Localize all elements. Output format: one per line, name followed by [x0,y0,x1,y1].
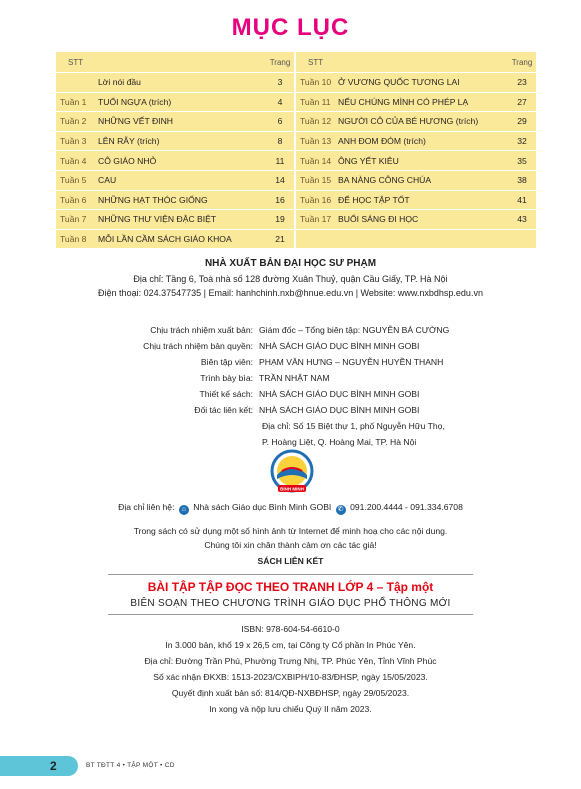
phone-icon: ✆ [336,505,346,515]
toc-lesson-name: NẾU CHÚNG MÌNH CÓ PHÉP LẠ [338,96,469,107]
toc-lesson-name: ĐỂ HỌC TẬP TỐT [338,194,410,205]
toc-page: 41 [517,194,527,205]
page-number-badge [0,756,78,776]
toc-row[interactable] [56,131,294,151]
toc-week: Tuần 15 [300,175,332,186]
toc-page: 29 [517,116,527,127]
toc-page: 35 [517,155,527,166]
toc-lesson-name: BUỔI SÁNG ĐI HỌC [338,214,419,225]
publisher-name: NHÀ XUẤT BẢN ĐẠI HỌC SƯ PHẠM [204,258,377,269]
toc-lesson-name: CÔ GIÁO NHỎ [98,155,157,166]
toc-lesson-name: MỖI LẦN CẦM SÁCH GIÁO KHOA [98,234,232,245]
binh-minh-logo [268,449,316,497]
toc-page: 38 [517,175,527,186]
contact-line [0,502,581,515]
toc-row[interactable] [296,150,536,170]
book-title: BÀI TẬP TẬP ĐỌC THEO TRANH LỚP 4 – Tập một [147,580,434,594]
toc-lesson-name: ÔNG YẾT KIÊU [338,155,399,166]
registration-line: Số xác nhận ĐKXB: 1513-2023/CXBIPH/10-83/ĐHSP, ngày 15/05/2023. [153,672,428,682]
toc-page: 11 [275,155,285,166]
toc-page: 4 [277,96,283,107]
toc-row[interactable] [296,72,536,92]
book-subtitle: BIÊN SOẠN THEO CHƯƠNG TRÌNH GIÁO DỤC PHỔ THÔNG MỚI [130,598,451,609]
toc-week: Tuần 14 [300,155,332,166]
credit-row [56,370,536,386]
toc-page: 16 [275,194,285,205]
credit-row [56,338,536,354]
toc-row[interactable] [296,131,536,151]
toc-page: 19 [275,214,285,225]
toc-header-trang: Trang [511,57,533,67]
partner-address-line-1: Địa chỉ: Số 15 Biệt thự 1, phố Nguyễn Hữu Thọ, [262,421,445,431]
toc-left-column [56,52,296,248]
toc-week: Tuần 11 [300,96,331,107]
toc-row[interactable] [296,92,536,112]
credit-value: Giám đốc – Tổng biên tập: NGUYỄN BÁ CƯỜNG [259,325,450,335]
credit-row [56,402,536,418]
toc-header-stt: STT [308,57,324,67]
toc-row[interactable] [56,190,294,210]
credit-row [56,322,536,338]
toc-row[interactable] [296,170,536,190]
toc-week: Tuần 2 [60,116,87,127]
toc-row[interactable] [296,190,536,210]
credits-block [56,322,536,450]
publisher-contact: Điện thoại: 024.37547735 | Email: hanhchinh.nxb@hnue.edu.vn | Website: www.nxbdhsp.edu.vn [98,288,483,298]
toc-week: Tuần 12 [300,116,332,127]
toc-page: 14 [275,175,285,186]
toc-lesson-name: LÊN RẪY (trích) [98,136,160,147]
toc-lesson-name: BA NÀNG CÔNG CHÚA [338,175,432,186]
decision-line: Quyết định xuất bản số: 814/QĐ-NXBĐHSP, ngày 29/05/2023. [171,688,410,698]
toc-row[interactable] [56,72,294,92]
credit-value: NHÀ SÁCH GIÁO DỤC BÌNH MINH GOBI [259,405,420,415]
toc-week: Tuần 3 [60,136,87,147]
contact-label: Địa chỉ liên hệ: [118,502,175,512]
divider-bottom [108,614,473,615]
home-icon: ⌂ [179,505,189,515]
toc-week: Tuần 4 [60,155,87,166]
note-line-1: Trong sách có sử dụng một số hình ảnh từ Internet để minh hoạ cho các nội dung. [133,526,448,536]
toc-right-column [296,52,536,248]
page-title: MỤC LỤC [231,14,350,41]
toc-lesson-name: NHỮNG HẠT THÓC GIỐNG [98,194,208,205]
credit-label: Biên tập viên: [200,357,253,367]
publication-info [0,621,581,717]
contact-phone: 091.200.4444 - 091.334.6708 [350,502,463,512]
toc-lesson-name: Ở VƯƠNG QUỐC TƯƠNG LAI [338,77,460,88]
contact-name: Nhà sách Giáo dục Bình Minh GOBI [193,502,332,512]
toc-header-stt: STT [68,57,84,67]
toc-lesson-name: ANH ĐOM ĐÓM (trích) [338,136,426,147]
publisher-block [0,257,581,300]
publisher-address: Địa chỉ: Tầng 6, Toà nhà số 128 đường Xuân Thuỷ, quận Cầu Giấy, TP. Hà Nội [133,274,448,284]
toc-page: 21 [275,234,285,245]
toc-week: Tuần 16 [300,194,332,205]
deposit-line: In xong và nộp lưu chiểu Quý II năm 2023. [209,704,372,714]
toc-page: 43 [517,214,527,225]
toc-row[interactable] [56,150,294,170]
toc-page: 32 [517,136,527,147]
toc-row[interactable] [56,229,294,249]
divider-top [108,574,473,575]
toc-lesson-name: NHỮNG VẾT ĐINH [98,116,173,127]
toc-row[interactable] [56,209,294,229]
toc-row[interactable] [296,111,536,131]
page-number: 2 [50,759,57,773]
toc-week: Tuần 6 [60,194,87,205]
footer-text: BT TĐTT 4 • TẬP MỘT • CD [86,762,175,769]
toc-page: 23 [517,77,527,88]
credit-row [56,354,536,370]
table-of-contents [56,52,536,248]
credit-label: Đối tác liên kết: [194,405,253,415]
toc-row[interactable] [56,170,294,190]
related-books-label: SÁCH LIÊN KẾT [257,556,324,566]
toc-row[interactable] [56,92,294,112]
credit-value: TRẦN NHẬT NAM [259,373,330,383]
credit-value: NHÀ SÁCH GIÁO DỤC BÌNH MINH GOBI [259,341,420,351]
toc-week: Tuần 5 [60,175,87,186]
toc-week: Tuần 7 [60,214,87,225]
credit-label: Chịu trách nhiệm bản quyền: [143,341,253,351]
toc-lesson-name: NHỮNG THƯ VIỆN ĐẶC BIỆT [98,214,217,225]
credit-label: Trình bày bìa: [200,373,253,383]
credit-label: Chịu trách nhiệm xuất bản: [150,325,253,335]
toc-page: 3 [277,77,283,88]
toc-lesson-name: TUỔI NGỰA (trích) [98,96,172,107]
toc-page: 27 [517,96,527,107]
credit-row [56,386,536,402]
toc-row-empty [296,229,536,249]
toc-week: Tuần 13 [300,136,332,147]
printer-address-line: Địa chỉ: Đường Trần Phú, Phường Trưng Nhị, TP. Phúc Yên, Tỉnh Vĩnh Phúc [144,656,437,666]
toc-page: 8 [277,136,283,147]
toc-lesson-name: NGƯỜI CÔ CỦA BÉ HƯƠNG (trích) [338,116,479,127]
toc-lesson-name: Lời nói đầu [98,77,141,88]
partner-address-line-2: P. Hoàng Liệt, Q. Hoàng Mai, TP. Hà Nội [262,437,417,447]
isbn-line: ISBN: 978-604-54-6610-0 [241,624,340,634]
toc-week: Tuần 17 [300,214,332,225]
page-footer [0,756,581,776]
toc-header [56,52,294,72]
toc-week: Tuần 8 [60,234,87,245]
toc-week: Tuần 1 [60,96,87,107]
credit-value: NHÀ SÁCH GIÁO DỤC BÌNH MINH GOBI [259,389,420,399]
toc-row[interactable] [296,209,536,229]
note-line-2: Chúng tôi xin chân thành cảm ơn các tác giả! [204,540,377,550]
toc-header [296,52,536,72]
toc-lesson-name: CAU [98,175,117,186]
image-credit-note [0,524,581,552]
toc-row[interactable] [56,111,294,131]
toc-week: Tuần 10 [300,77,332,88]
toc-header-trang: Trang [269,57,291,67]
toc-page: 6 [277,116,283,127]
svg-text:BÌNH MINH: BÌNH MINH [280,486,304,492]
print-run-line: In 3.000 bản, khổ 19 x 26,5 cm, tại Công ty Cổ phần In Phúc Yên. [165,640,416,650]
credit-value: PHẠM VĂN HƯNG – NGUYỄN HUYỀN THANH [259,357,444,367]
credit-label: Thiết kế sách: [199,389,253,399]
